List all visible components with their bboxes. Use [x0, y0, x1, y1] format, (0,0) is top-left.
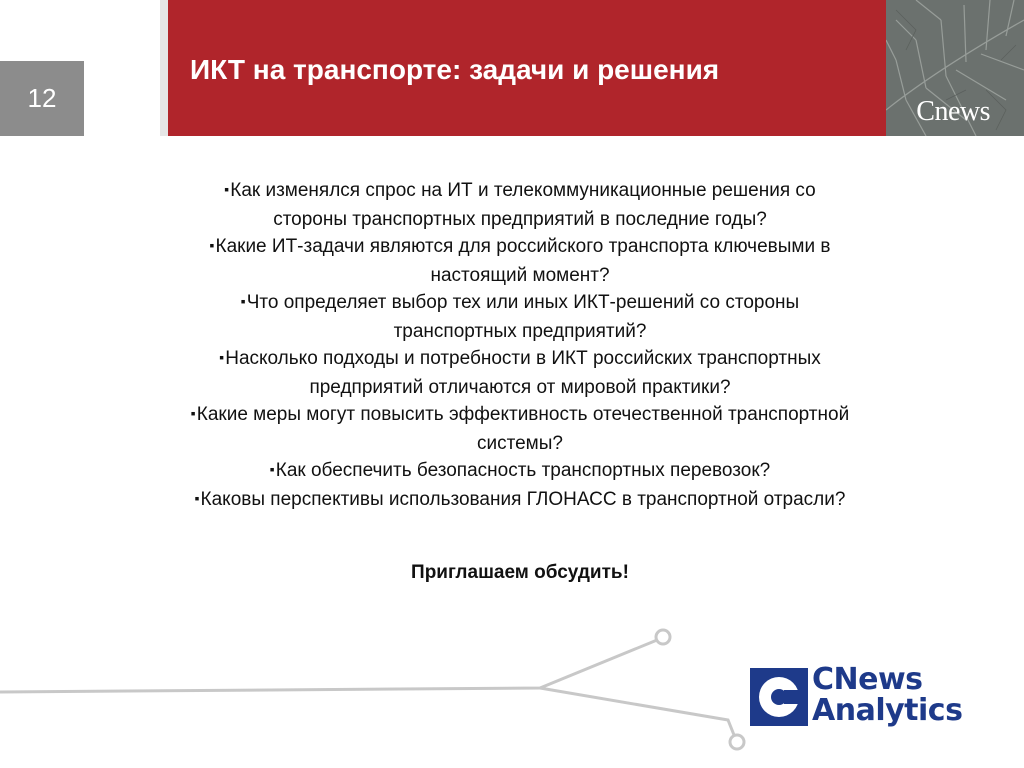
header-divider	[160, 0, 168, 136]
cnews-analytics-logo	[750, 662, 986, 734]
leaf-texture-panel	[886, 0, 1024, 136]
question-list	[100, 177, 940, 514]
question-item: ▪ Что определяет выбор тех или иных ИКТ-решений со стороны транспортных предприятий?	[100, 289, 940, 345]
circuit-decoration	[0, 620, 760, 768]
cnews-top-logo: Cnews	[916, 96, 990, 127]
invite-text: Приглашаем обсудить!	[411, 562, 629, 583]
question-item: ▪ Насколько подходы и потребности в ИКТ российских транспортных предприятий отличаются от мировой практики?	[100, 345, 940, 401]
cnews-logo-mark	[750, 668, 808, 726]
question-item: ▪ Как изменялся спрос на ИТ и телекоммуникационные решения со стороны транспортных предприятий в последние годы?	[100, 177, 940, 233]
cnews-analytics-wordmark: CNews Analytics	[812, 662, 963, 728]
question-item: ▪ Каковы перспективы использования ГЛОНАСС в транспортной отрасли?	[100, 486, 940, 515]
question-item: ▪ Какие меры могут повысить эффективность отечественной транспортной системы?	[100, 401, 940, 457]
question-item: ▪ Какие ИТ-задачи являются для российского транспорта ключевыми в настоящий момент?	[100, 233, 940, 289]
slide-title: ИКТ на транспорте: задачи и решения	[190, 54, 720, 85]
question-item: ▪ Как обеспечить безопасность транспортных перевозок?	[100, 457, 940, 486]
slide-number: 12	[0, 61, 84, 136]
